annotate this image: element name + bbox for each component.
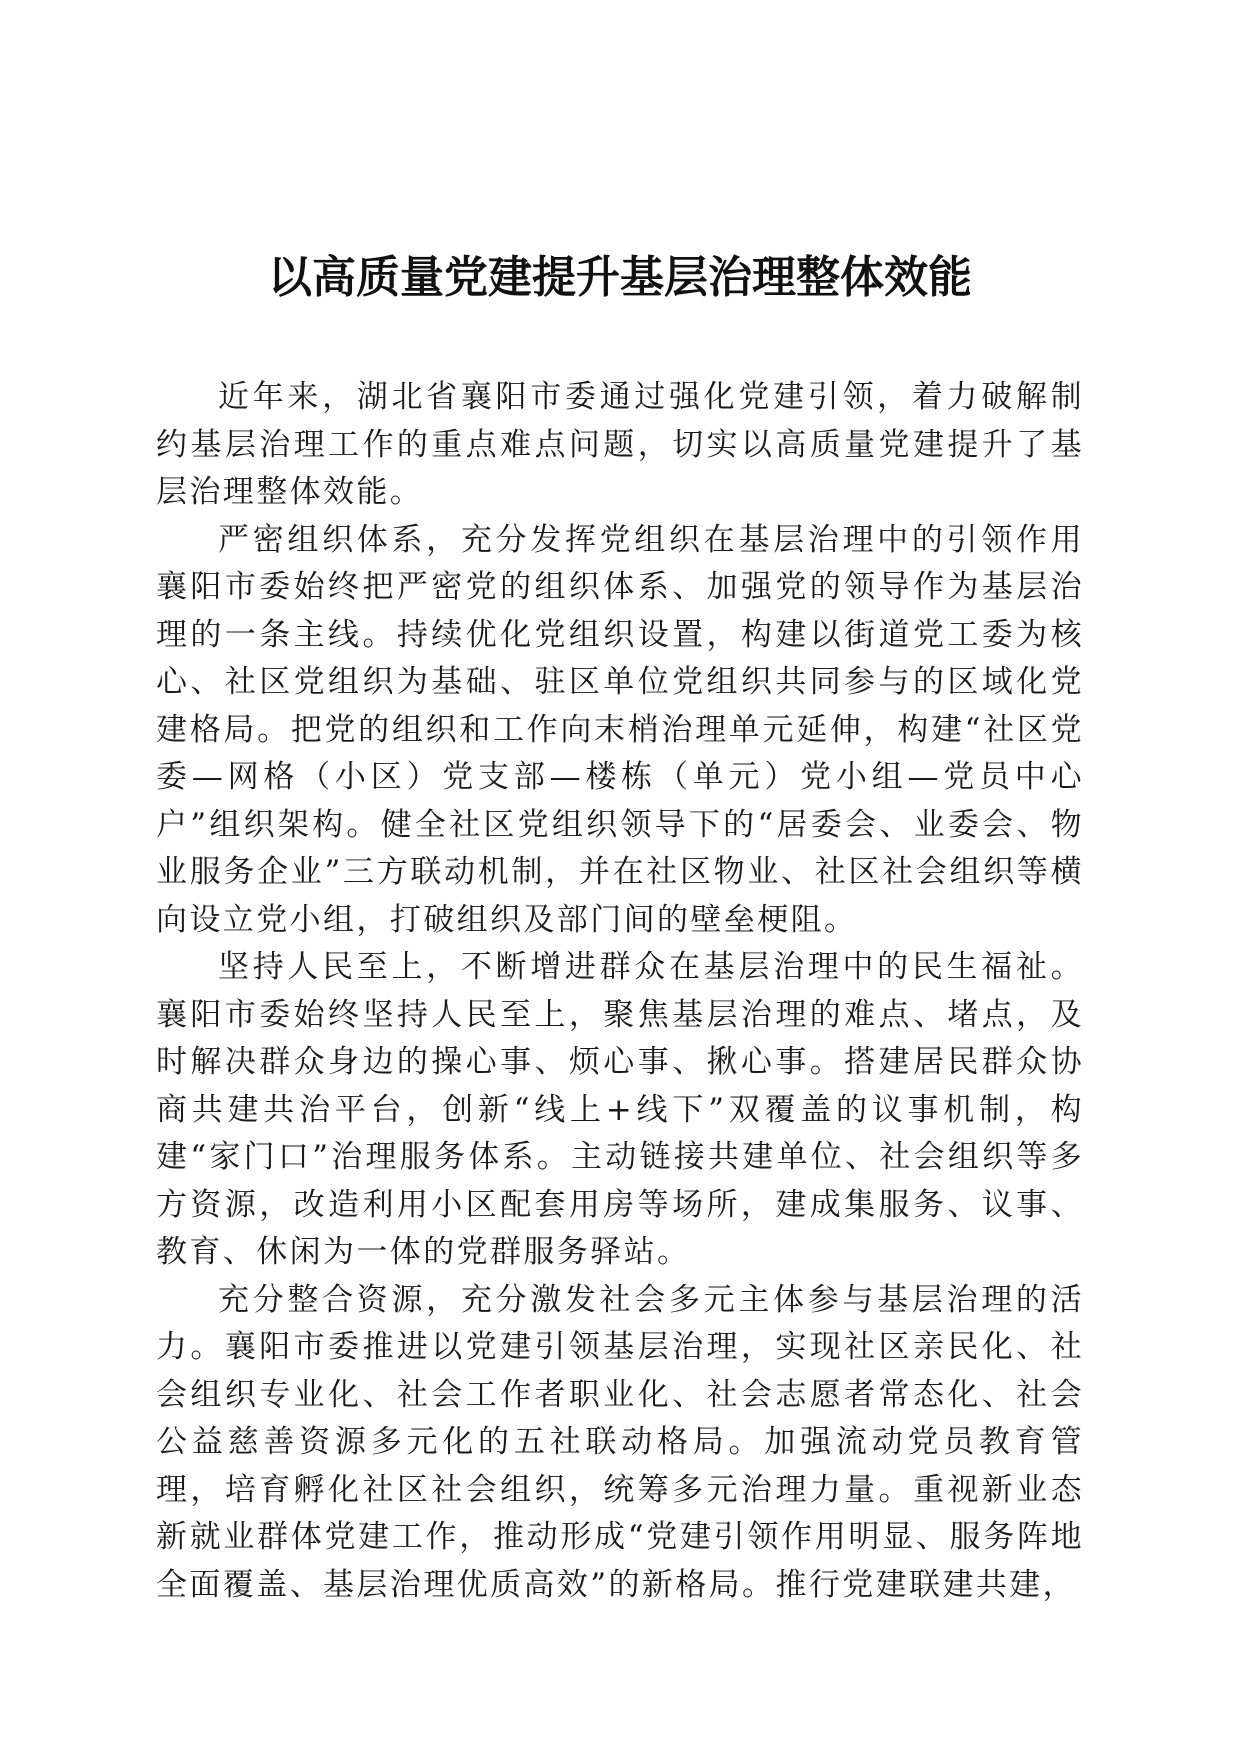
document-title: 以高质量党建提升基层治理整体效能	[268, 252, 972, 303]
paragraph-people: 坚持人民至上，不断增进群众在基层治理中的民生福祉。襄阳市委始终坚持人民至上，聚焦基层治理的难点、堵点，及时解决群众身边的操心事、烦心事、揪心事。搭建居民群众协商共建共治平台，创新“线上+线下”双覆盖的议事机制，构建“家门口”治理服务体系。主动链接共建单位、社会组织等多方资源，改造利用小区配套用房等场所，建成集服务、议事、教育、休闲为一体的党群服务驿站。	[156, 949, 1084, 1270]
paragraph-resources: 充分整合资源，充分激发社会多元主体参与基层治理的活力。襄阳市委推进以党建引领基层治理，实现社区亲民化、社会组织专业化、社会工作者职业化、社会志愿者常态化、社会公益慈善资源多元化的五社联动格局。加强流动党员教育管理，培育孵化社区社会组织，统筹多元治理力量。重视新业态新就业群体党建工作，推动形成“党建引领作用明显、服务阵地全面覆盖、基层治理优质高效”的新格局。推行党建联建共建，	[156, 1281, 1084, 1603]
document-body	[156, 374, 1084, 1609]
paragraph-organization: 严密组织体系，充分发挥党组织在基层治理中的引领作用襄阳市委始终把严密党的组织体系、加强党的领导作为基层治理的一条主线。持续优化党组织设置，构建以街道党工委为核心、社区党组织为基础、驻区单位党组织共同参与的区域化党建格局。把党的组织和工作向末梢治理单元延伸，构建“社区党委—网格（小区）党支部—楼栋（单元）党小组—党员中心户”组织架构。健全社区党组织领导下的“居委会、业委会、物业服务企业”三方联动机制，并在社区物业、社区社会组织等横向设立党小组，打破组织及部门间的壁垒梗阻。	[156, 521, 1084, 938]
paragraph-intro: 近年来，湖北省襄阳市委通过强化党建引领，着力破解制约基层治理工作的重点难点问题，切实以高质量党建提升了基层治理整体效能。	[156, 379, 1084, 510]
